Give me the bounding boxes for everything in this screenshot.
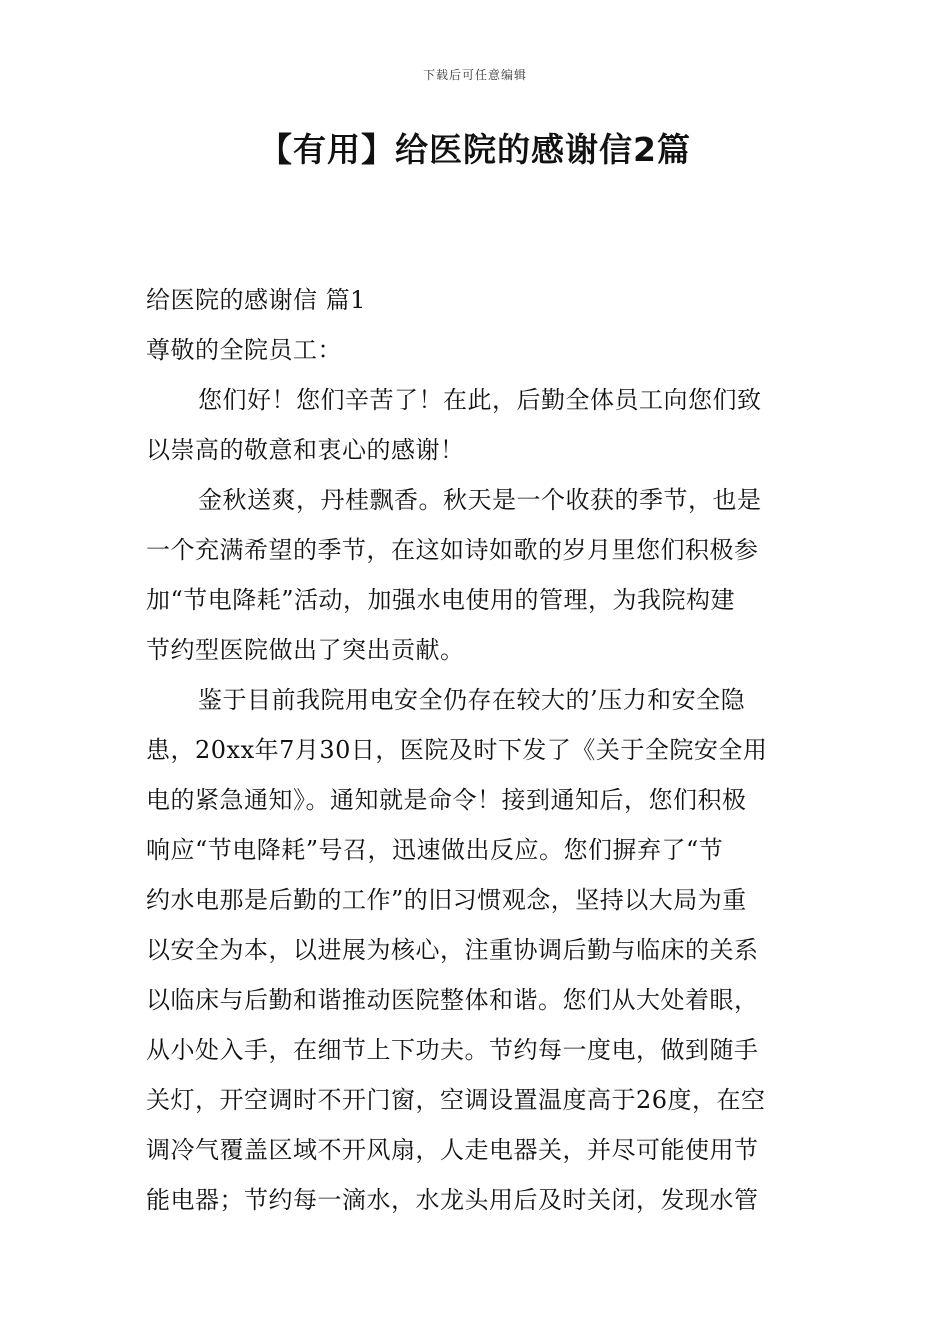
paragraph-line: 以崇高的敬意和衷心的感谢！	[146, 436, 465, 464]
paragraph-line: 能电器；节约每一滴水，水龙头用后及时关闭，发现水管	[146, 1186, 759, 1214]
document-body	[146, 280, 810, 1220]
paragraph-1	[146, 380, 810, 470]
paragraph-line: 调冷气覆盖区域不开风扇，人走电器关，并尽可能使用节	[146, 1136, 759, 1164]
paragraph-line: 金秋送爽，丹桂飘香。秋天是一个收获的季节，也是	[198, 486, 762, 514]
paragraph-line: 响应“节电降耗”号召，迅速做出反应。您们摒弃了“节	[146, 836, 724, 864]
paragraph-line: 患，20xx年7月30日，医院及时下发了《关于全院安全用	[146, 736, 768, 764]
paragraph-line: 节约型医院做出了突出贡献。	[146, 636, 465, 664]
salutation: 尊敬的全院员工：	[146, 336, 342, 364]
paragraph-line: 电的紧急通知》。通知就是命令！接到通知后，您们积极	[146, 786, 747, 814]
paragraph-line: 约水电那是后勤的工作”的旧习惯观念，坚持以大局为重	[146, 886, 747, 914]
paragraph-line: 以临床与后勤和谐推动医院整体和谐。您们从大处着眼，	[146, 986, 759, 1014]
paragraph-2	[146, 480, 810, 670]
paragraph-line: 从小处入手，在细节上下功夫。节约每一度电，做到随手	[146, 1036, 759, 1064]
paragraph-line: 您们好！您们辛苦了！在此，后勤全体员工向您们致	[198, 386, 762, 414]
paragraph-3	[146, 680, 810, 1220]
paragraph-line: 以安全为本，以进展为核心，注重协调后勤与临床的关系	[146, 936, 759, 964]
section-heading: 给医院的感谢信 篇1	[146, 286, 366, 314]
paragraph-line: 一个充满希望的季节，在这如诗如歌的岁月里您们积极参	[146, 536, 759, 564]
paragraph-line: 关灯，开空调时不开门窗，空调设置温度高于26度，在空	[146, 1086, 766, 1114]
header-note: 下载后可任意编辑	[422, 68, 527, 82]
paragraph-line: 加“节电降耗”活动，加强水电使用的管理，为我院构建	[146, 586, 736, 614]
document-title: 【有用】给医院的感谢信2篇	[259, 130, 691, 169]
paragraph-line: 鉴于目前我院用电安全仍存在较大的’压力和安全隐	[198, 686, 746, 714]
